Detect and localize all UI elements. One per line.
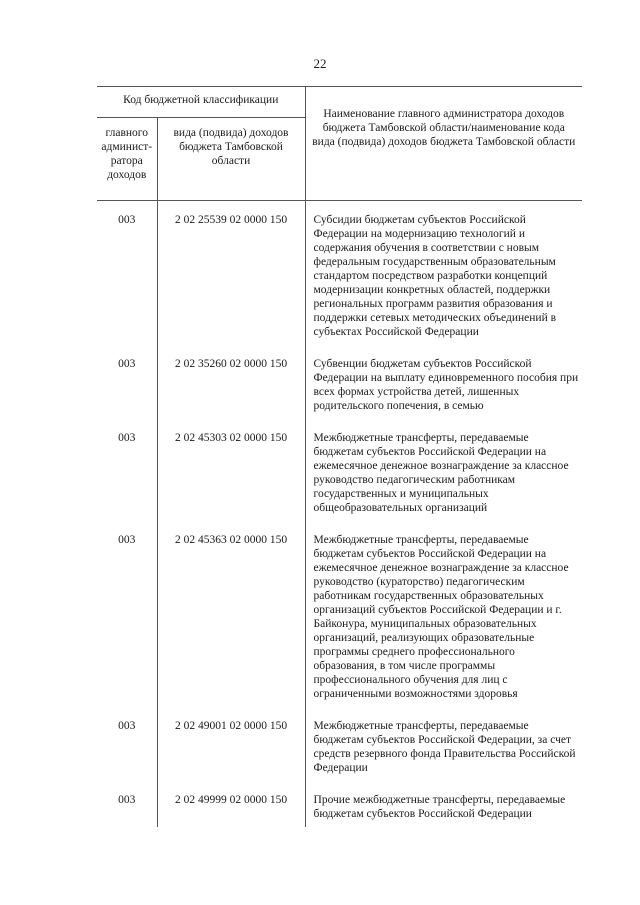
income-code-cell: 2 02 49999 02 0000 150: [157, 781, 305, 827]
income-name-cell: Субвенции бюджетам субъектов Российской Федерации на выплату единовременного пособия при всех формах устройства детей, лишенных родительского попечения, в семью: [305, 345, 582, 419]
income-code-cell: 2 02 45303 02 0000 150: [157, 419, 305, 521]
table-row: [97, 707, 582, 781]
income-code-cell: 2 02 35260 02 0000 150: [157, 345, 305, 419]
admin-code-cell: 003: [97, 345, 157, 419]
table-row: [97, 201, 582, 346]
admin-code-cell: 003: [97, 707, 157, 781]
income-code-cell: 2 02 49001 02 0000 150: [157, 707, 305, 781]
income-code-cell: 2 02 25539 02 0000 150: [157, 201, 305, 346]
header-admin-column: главного админист-ратора доходов: [97, 118, 157, 201]
table-row: [97, 521, 582, 707]
income-name-cell: Прочие межбюджетные трансферты, передаваемые бюджетам субъектов Российской Федерации: [305, 781, 582, 827]
page-number: 22: [313, 56, 327, 71]
income-name-cell: Межбюджетные трансферты, передаваемые бюджетам субъектов Российской Федерации, за счет средств резервного фонда Правительства Российской Федерации: [305, 707, 582, 781]
admin-code-cell: 003: [97, 419, 157, 521]
table-row: [97, 345, 582, 419]
income-code-cell: 2 02 45363 02 0000 150: [157, 521, 305, 707]
income-name-cell: Межбюджетные трансферты, передаваемые бюджетам субъектов Российской Федерации на ежемесячное денежное вознаграждение за классное руководство педагогическим работникам государственных и муниципальных общеобразовательных организаций: [305, 419, 582, 521]
table-row: [97, 419, 582, 521]
header-name-column: Наименование главного администратора доходов бюджета Тамбовской области/наименование кода вида (подвида) доходов бюджета Тамбовской области: [305, 87, 582, 201]
budget-classification-table: [97, 86, 582, 827]
header-row-group: [97, 87, 582, 118]
header-group-title: Код бюджетной классификации: [97, 87, 305, 118]
header-code-column: вида (подвида) доходов бюджета Тамбовской области: [157, 118, 305, 201]
admin-code-cell: 003: [97, 521, 157, 707]
income-name-cell: Межбюджетные трансферты, передаваемые бюджетам субъектов Российской Федерации на ежемесячное денежное вознаграждение за классное руководство (кураторство) педагогическим работникам государственных образовательных организаций субъектов Российской Федерации и г. Байконура, муниципальных образовательных организаций, реализующих образовательные программы среднего профессионального образования, в том числе программы профессионального обучения для лиц с ограниченными возможностями здоровья: [305, 521, 582, 707]
admin-code-cell: 003: [97, 781, 157, 827]
admin-code-cell: 003: [97, 201, 157, 346]
table-row: [97, 781, 582, 827]
income-name-cell: Субсидии бюджетам субъектов Российской Федерации на модернизацию технологий и содержания обучения в соответствии с новым федеральным государственным образовательным стандартом посредством разработки концепций модернизации конкретных областей, поддержки региональных программ развития образования и поддержки сетевых методических объединений в субъектах Российской Федерации: [305, 201, 582, 346]
